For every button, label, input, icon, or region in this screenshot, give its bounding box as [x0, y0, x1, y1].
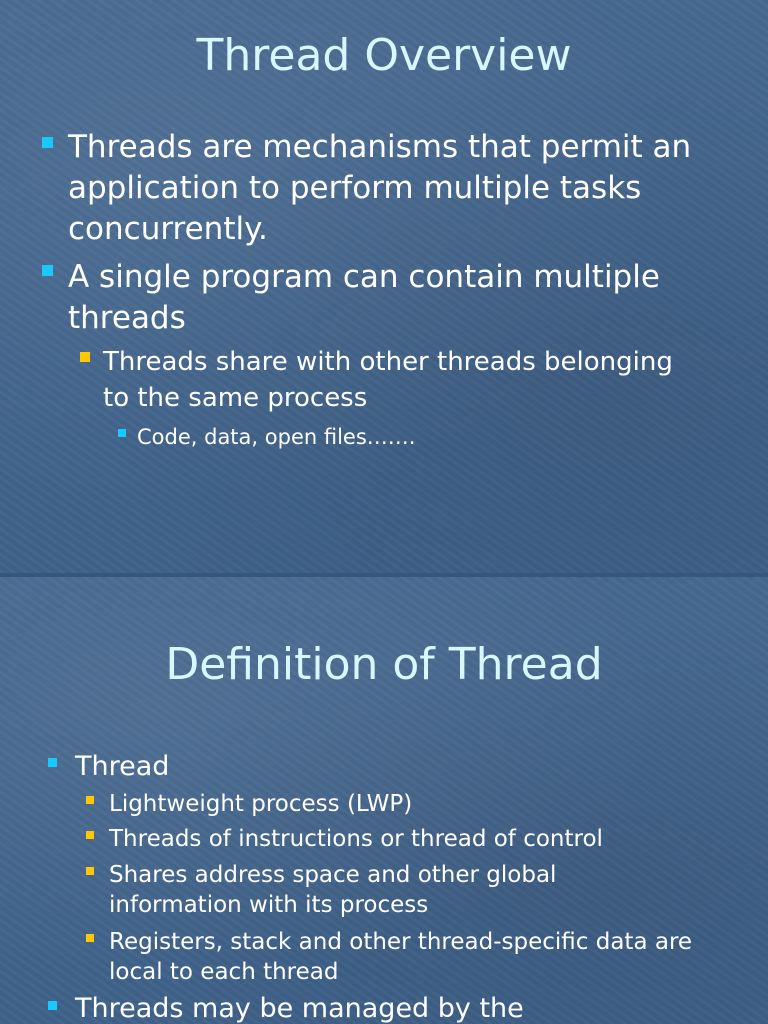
- bullet-square-icon: [86, 934, 94, 942]
- slide-title: Thread Overview: [196, 30, 572, 81]
- bullet-level1: Threads may be managed by the: [75, 993, 524, 1024]
- bullet-square-icon: [48, 758, 57, 767]
- slide-title: Definition of Thread: [165, 639, 603, 690]
- bullet-square-icon: [86, 867, 94, 875]
- bullet-square-icon: [42, 137, 53, 148]
- bullet-square-icon: [118, 429, 126, 437]
- bullet-level3: Code, data, open files…….: [137, 425, 416, 449]
- bullet-level2: Shares address space and other global information with its process: [109, 862, 557, 918]
- slide-definition-of-thread: [0, 577, 768, 1024]
- bullet-square-icon: [80, 352, 90, 362]
- bullet-square-icon: [48, 1001, 57, 1010]
- bullet-square-icon: [86, 831, 94, 839]
- bullet-level1: Threads are mechanisms that permit an application to perform multiple tasks concurrently.: [68, 129, 692, 247]
- bullet-level2: Registers, stack and other thread-specific data are local to each thread: [109, 929, 693, 985]
- bullet-level1: A single program can contain multiple threads: [68, 259, 660, 336]
- bullet-square-icon: [86, 796, 94, 804]
- bullet-level2: Lightweight process (LWP): [109, 791, 413, 817]
- bullet-square-icon: [42, 265, 53, 276]
- bullet-level2: Threads share with other threads belonging to the same process: [103, 347, 673, 413]
- bullet-level1: Thread: [75, 751, 170, 782]
- bullet-level2: Threads of instructions or thread of control: [109, 826, 603, 852]
